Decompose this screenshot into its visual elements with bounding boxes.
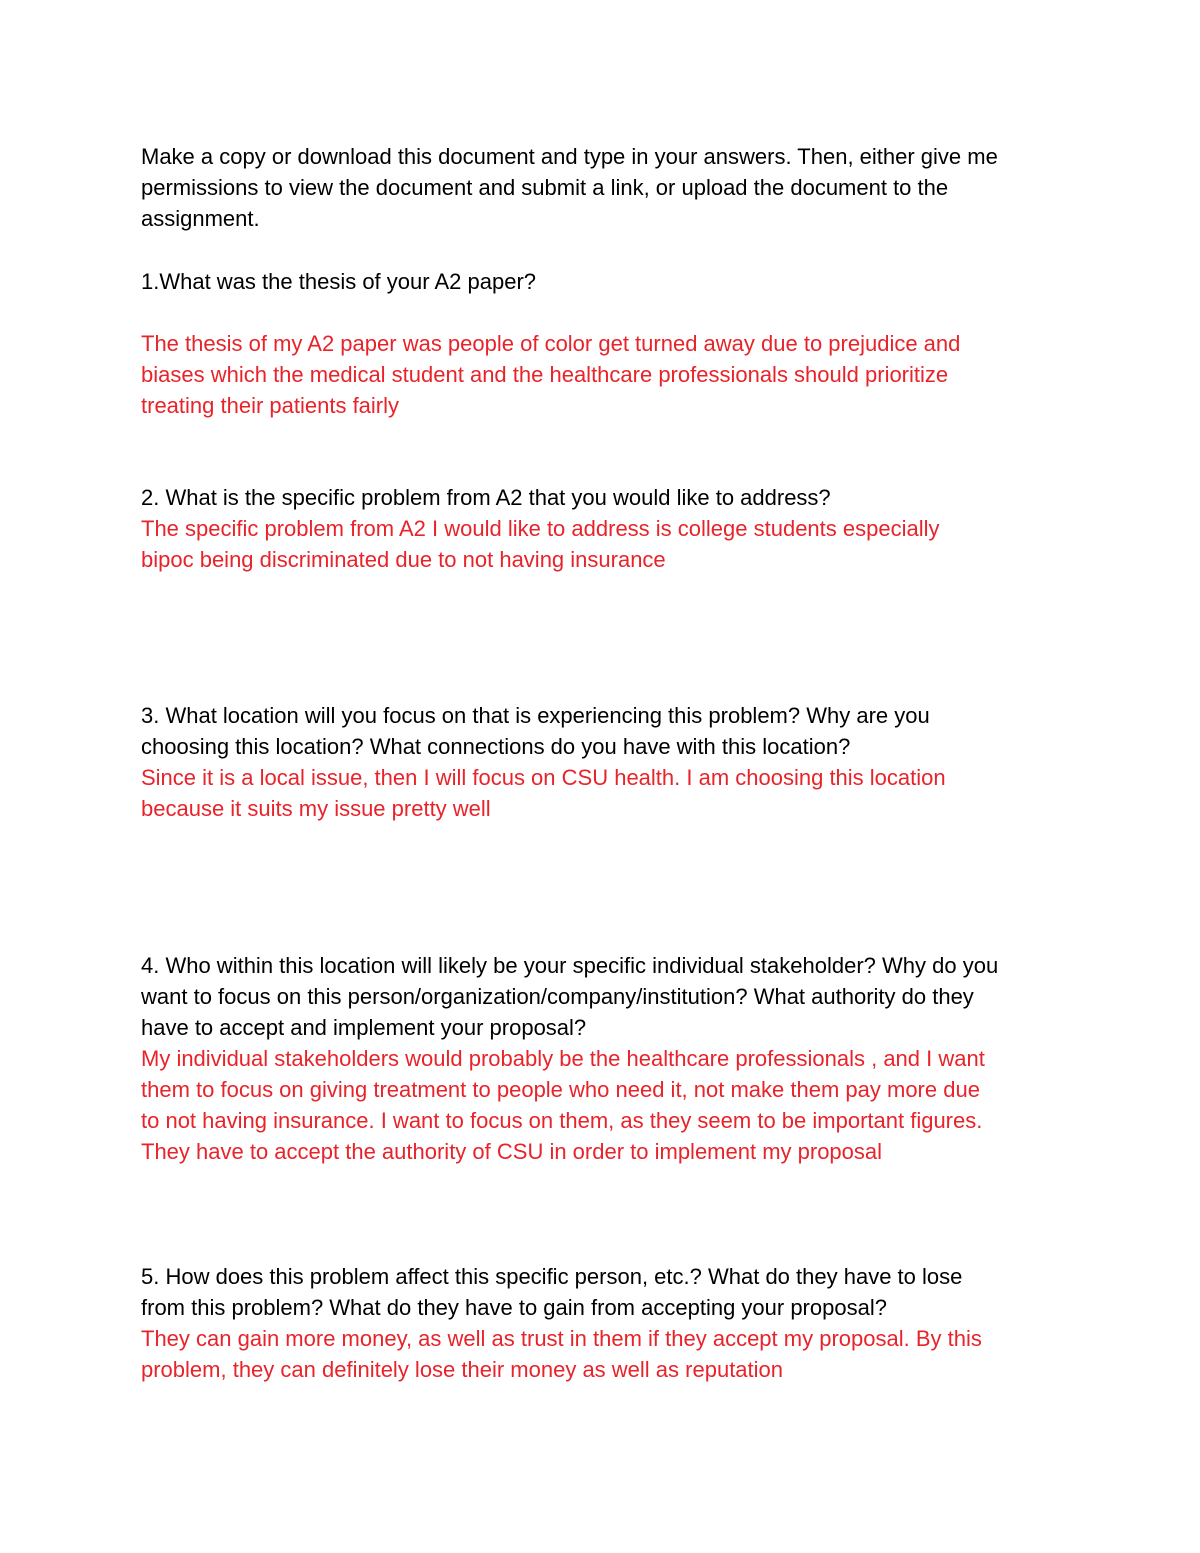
answer-5[interactable]: They can gain more money, as well as trust in them if they accept my proposal. By this problem, they can definitely lose their money as well as reputation bbox=[141, 1326, 982, 1382]
question-4: 4. Who within this location will likely be your specific individual stakeholder? Why do you want to focus on this person/organization/company/institution? What authority do they have to accept and implement your proposal? bbox=[141, 953, 999, 1040]
question-3: 3. What location will you focus on that is experiencing this problem? Why are you choosing this location? What connections do you have with this location? bbox=[141, 703, 930, 759]
question-1: 1.What was the thesis of your A2 paper? bbox=[141, 269, 537, 294]
instructions-paragraph: Make a copy or download this document and type in your answers. Then, either give me permissions to view the document and submit a link, or upload the document to the assignment. bbox=[141, 144, 998, 231]
question-5: 5. How does this problem affect this specific person, etc.? What do they have to lose from this problem? What do they have to gain from accepting your proposal? bbox=[141, 1264, 963, 1320]
answer-4[interactable]: My individual stakeholders would probably be the healthcare professionals , and I want them to focus on giving treatment to people who need it, not make them pay more due to not having insurance. I want to focus on them, as they seem to be important figures. They have to accept the authority of CSU in order to implement my proposal bbox=[141, 1046, 985, 1164]
answer-3[interactable]: Since it is a local issue, then I will focus on CSU health. I am choosing this location because it suits my issue pretty well bbox=[141, 765, 946, 821]
question-2: 2. What is the specific problem from A2 that you would like to address? bbox=[141, 485, 831, 510]
answer-1[interactable]: The thesis of my A2 paper was people of color get turned away due to prejudice and biases which the medical student and the healthcare professionals should prioritize treating their patients fairly bbox=[141, 331, 961, 418]
answer-2[interactable]: The specific problem from A2 I would like to address is college students especially bipoc being discriminated due to not having insurance bbox=[141, 516, 940, 572]
